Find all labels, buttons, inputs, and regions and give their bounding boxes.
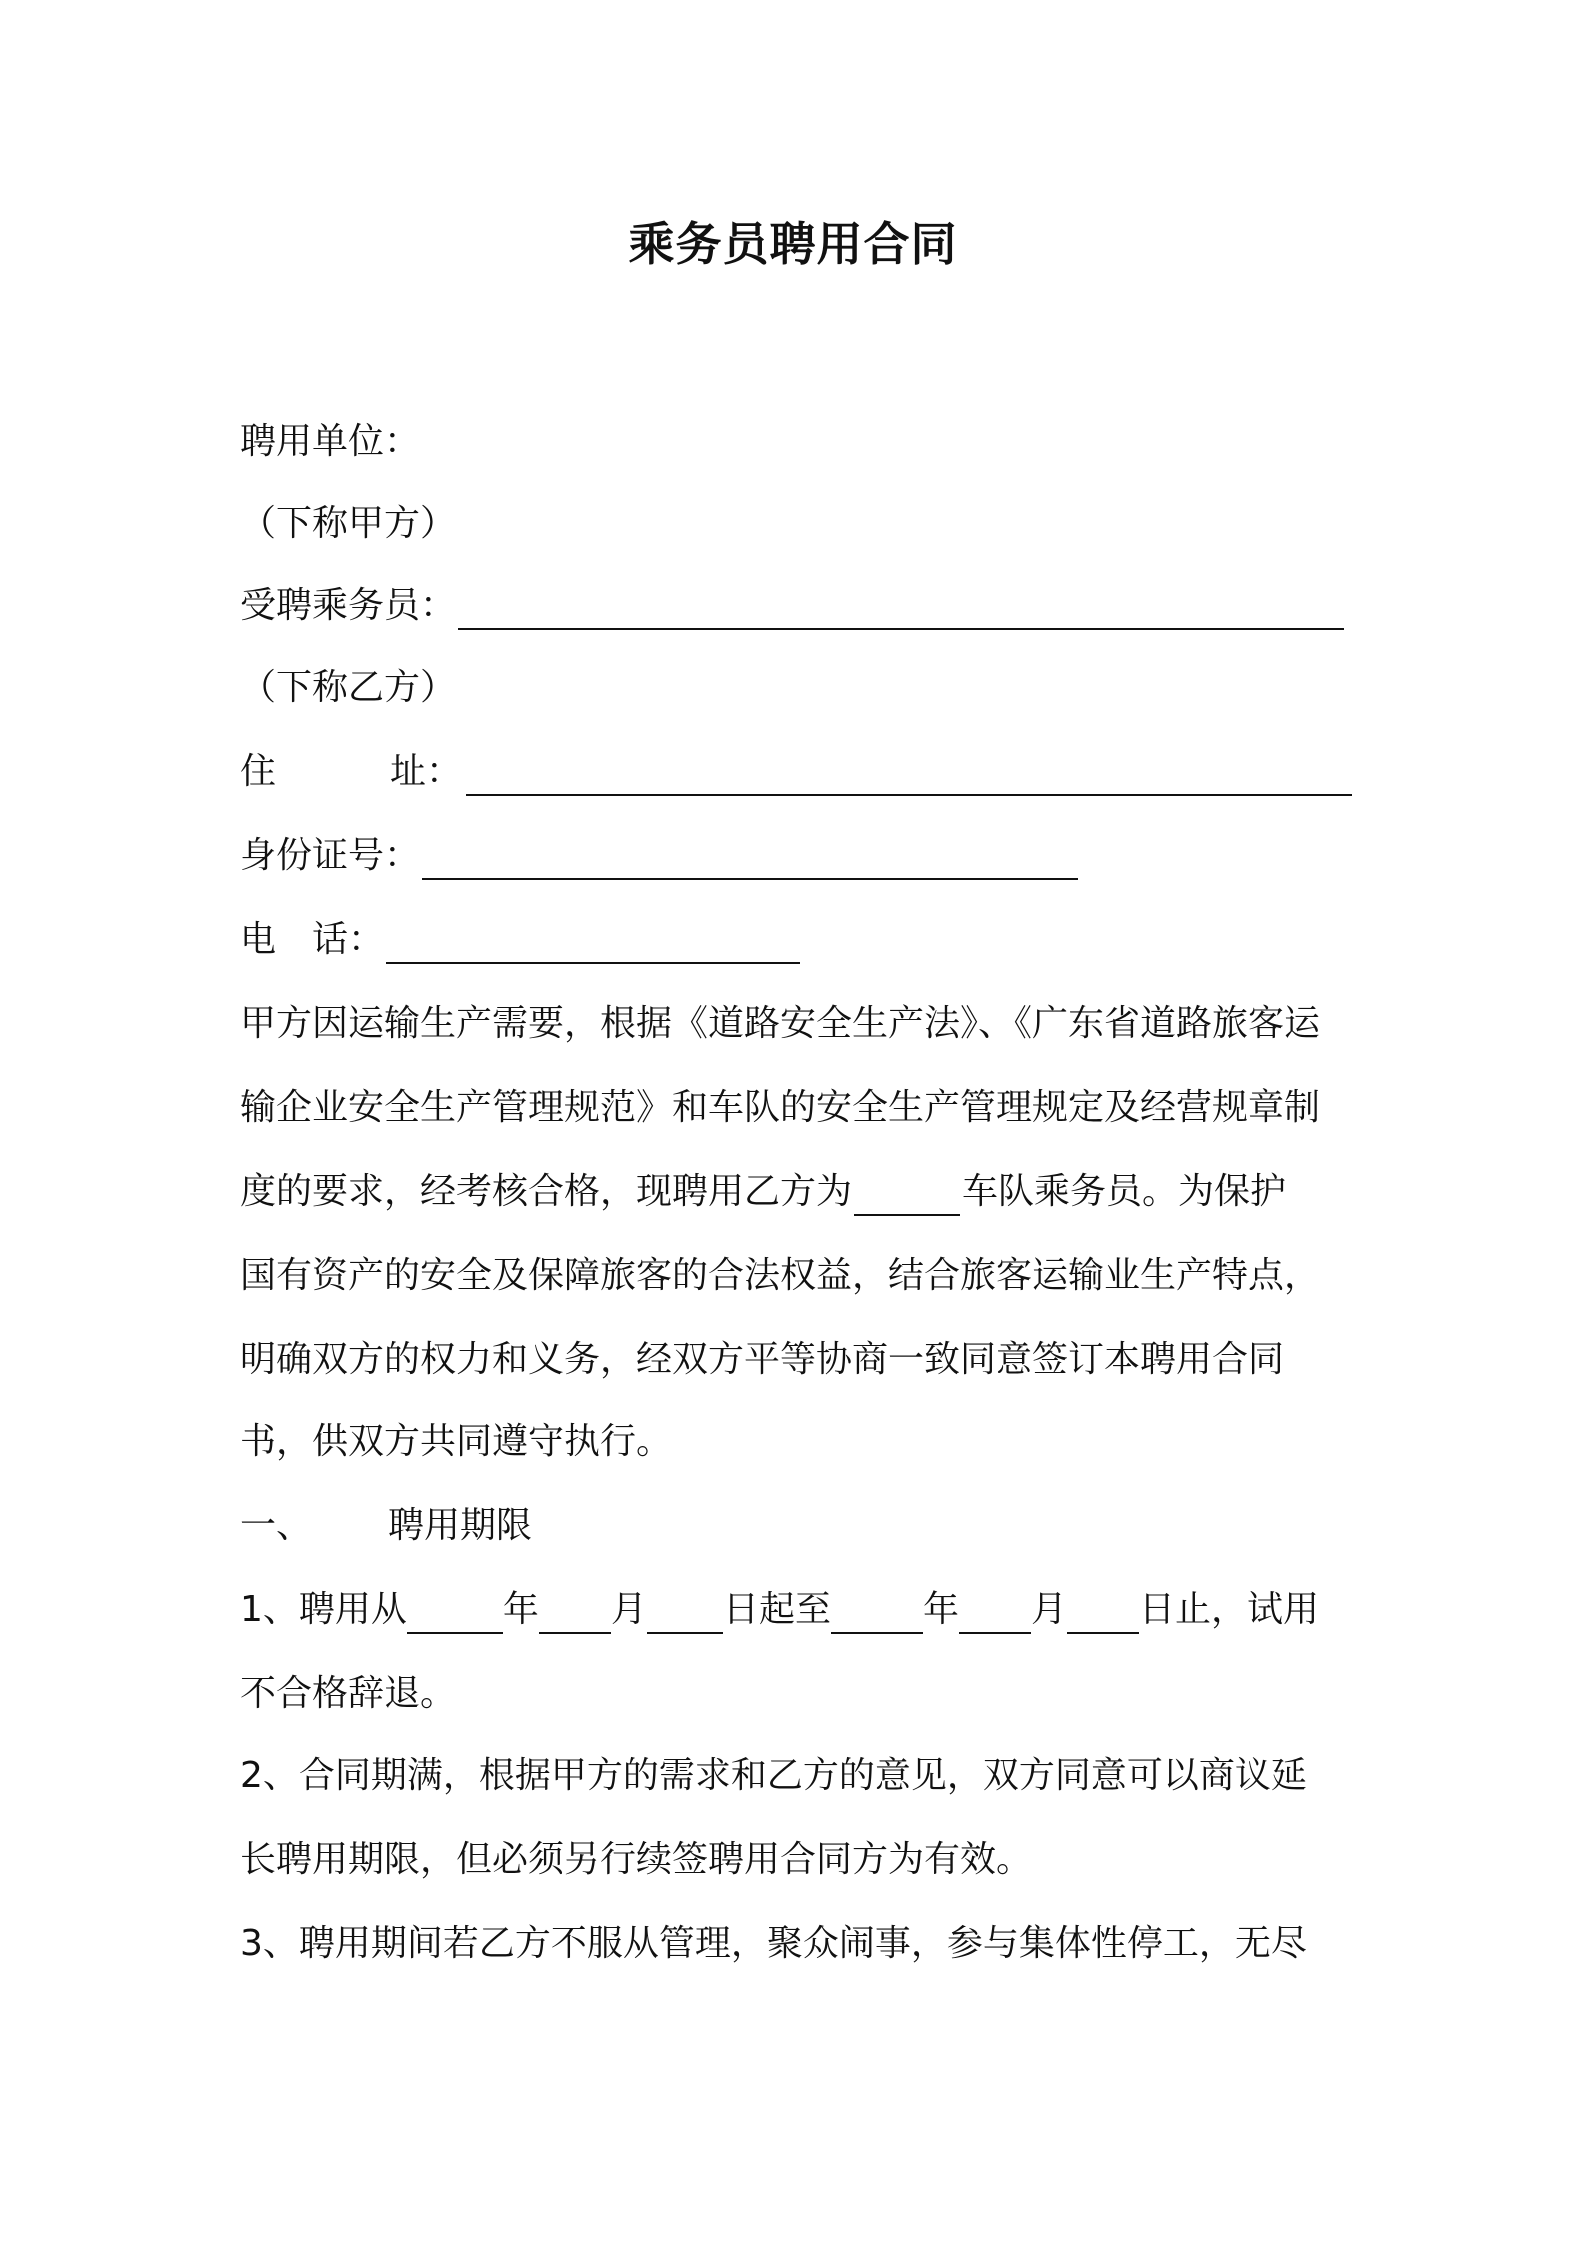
intro-line-4: 国有资产的安全及保障旅客的合法权益，结合旅客运输业生产特点， <box>240 1255 1321 1296</box>
end-year-blank[interactable] <box>831 1592 923 1634</box>
party-b-note-text: （下称乙方） <box>240 667 457 708</box>
employee-label: 受聘乘务员： <box>240 585 457 626</box>
phone-field <box>240 916 800 964</box>
id-number-field <box>240 832 1078 880</box>
party-b-note <box>240 664 456 712</box>
phone-label-a: 电 <box>240 919 277 960</box>
address-label-a: 住 <box>240 751 277 792</box>
address-blank-line[interactable] <box>466 754 1352 796</box>
section-1-title: 聘用期限 <box>388 1505 533 1546</box>
clause-2-line-2: 长聘用期限，但必须另行续签聘用合同方为有效。 <box>240 1839 1033 1880</box>
clause-1-start: 1、聘用从 <box>240 1589 407 1630</box>
fleet-name-blank-line[interactable] <box>854 1174 960 1216</box>
section-1-number: 一、 <box>240 1505 313 1546</box>
clause-1-line-2: 不合格辞退。 <box>240 1673 457 1714</box>
intro-line-6: 书，供双方共同遵守执行。 <box>240 1421 673 1462</box>
id-number-blank-line[interactable] <box>422 838 1078 880</box>
clause-1-year-2: 年 <box>922 1589 959 1630</box>
clause-3-line-1: 3、聘用期间若乙方不服从管理，聚众闹事，参与集体性停工，无尽 <box>240 1923 1307 1964</box>
clause-1-day-1: 日起至 <box>722 1589 831 1630</box>
phone-blank-line[interactable] <box>386 922 800 964</box>
clause-1-year-1: 年 <box>502 1589 539 1630</box>
end-day-blank[interactable] <box>1067 1592 1139 1634</box>
employee-blank-line[interactable] <box>458 588 1344 630</box>
intro-line-3b: 车队乘务员。为保护 <box>962 1171 1287 1212</box>
employee-field <box>240 582 1344 630</box>
party-a-note-text: （下称甲方） <box>240 503 457 544</box>
start-month-blank[interactable] <box>539 1592 611 1634</box>
clause-1-month-1: 月 <box>610 1589 647 1630</box>
id-number-label: 身份证号： <box>240 835 421 876</box>
start-year-blank[interactable] <box>407 1592 503 1634</box>
address-label-b: 址： <box>390 751 463 792</box>
phone-label-b: 话： <box>312 919 385 960</box>
intro-line-3 <box>240 1168 1286 1216</box>
intro-line-2: 输企业安全生产管理规范》和车队的安全生产管理规定及经营规章制 <box>240 1087 1321 1128</box>
intro-line-3a: 度的要求，经考核合格，现聘用乙方为 <box>240 1171 853 1212</box>
clause-1-month-2: 月 <box>1030 1589 1067 1630</box>
employer-field <box>240 418 420 466</box>
clause-2-line-1: 2、合同期满，根据甲方的需求和乙方的意见，双方同意可以商议延 <box>240 1755 1307 1796</box>
employer-label: 聘用单位： <box>240 421 421 462</box>
document-title: 乘务员聘用合同 <box>628 217 958 271</box>
address-field <box>240 748 1352 796</box>
intro-line-5: 明确双方的权力和义务，经双方平等协商一致同意签订本聘用合同 <box>240 1339 1285 1380</box>
intro-line-1: 甲方因运输生产需要，根据《道路安全生产法》、《广东省道路旅客运 <box>240 1003 1321 1044</box>
party-a-note <box>240 500 456 548</box>
clause-1-day-2: 日止，试用 <box>1138 1589 1319 1630</box>
clause-1-line-1 <box>240 1586 1319 1634</box>
end-month-blank[interactable] <box>959 1592 1031 1634</box>
start-day-blank[interactable] <box>647 1592 723 1634</box>
section-1-heading <box>240 1502 532 1550</box>
